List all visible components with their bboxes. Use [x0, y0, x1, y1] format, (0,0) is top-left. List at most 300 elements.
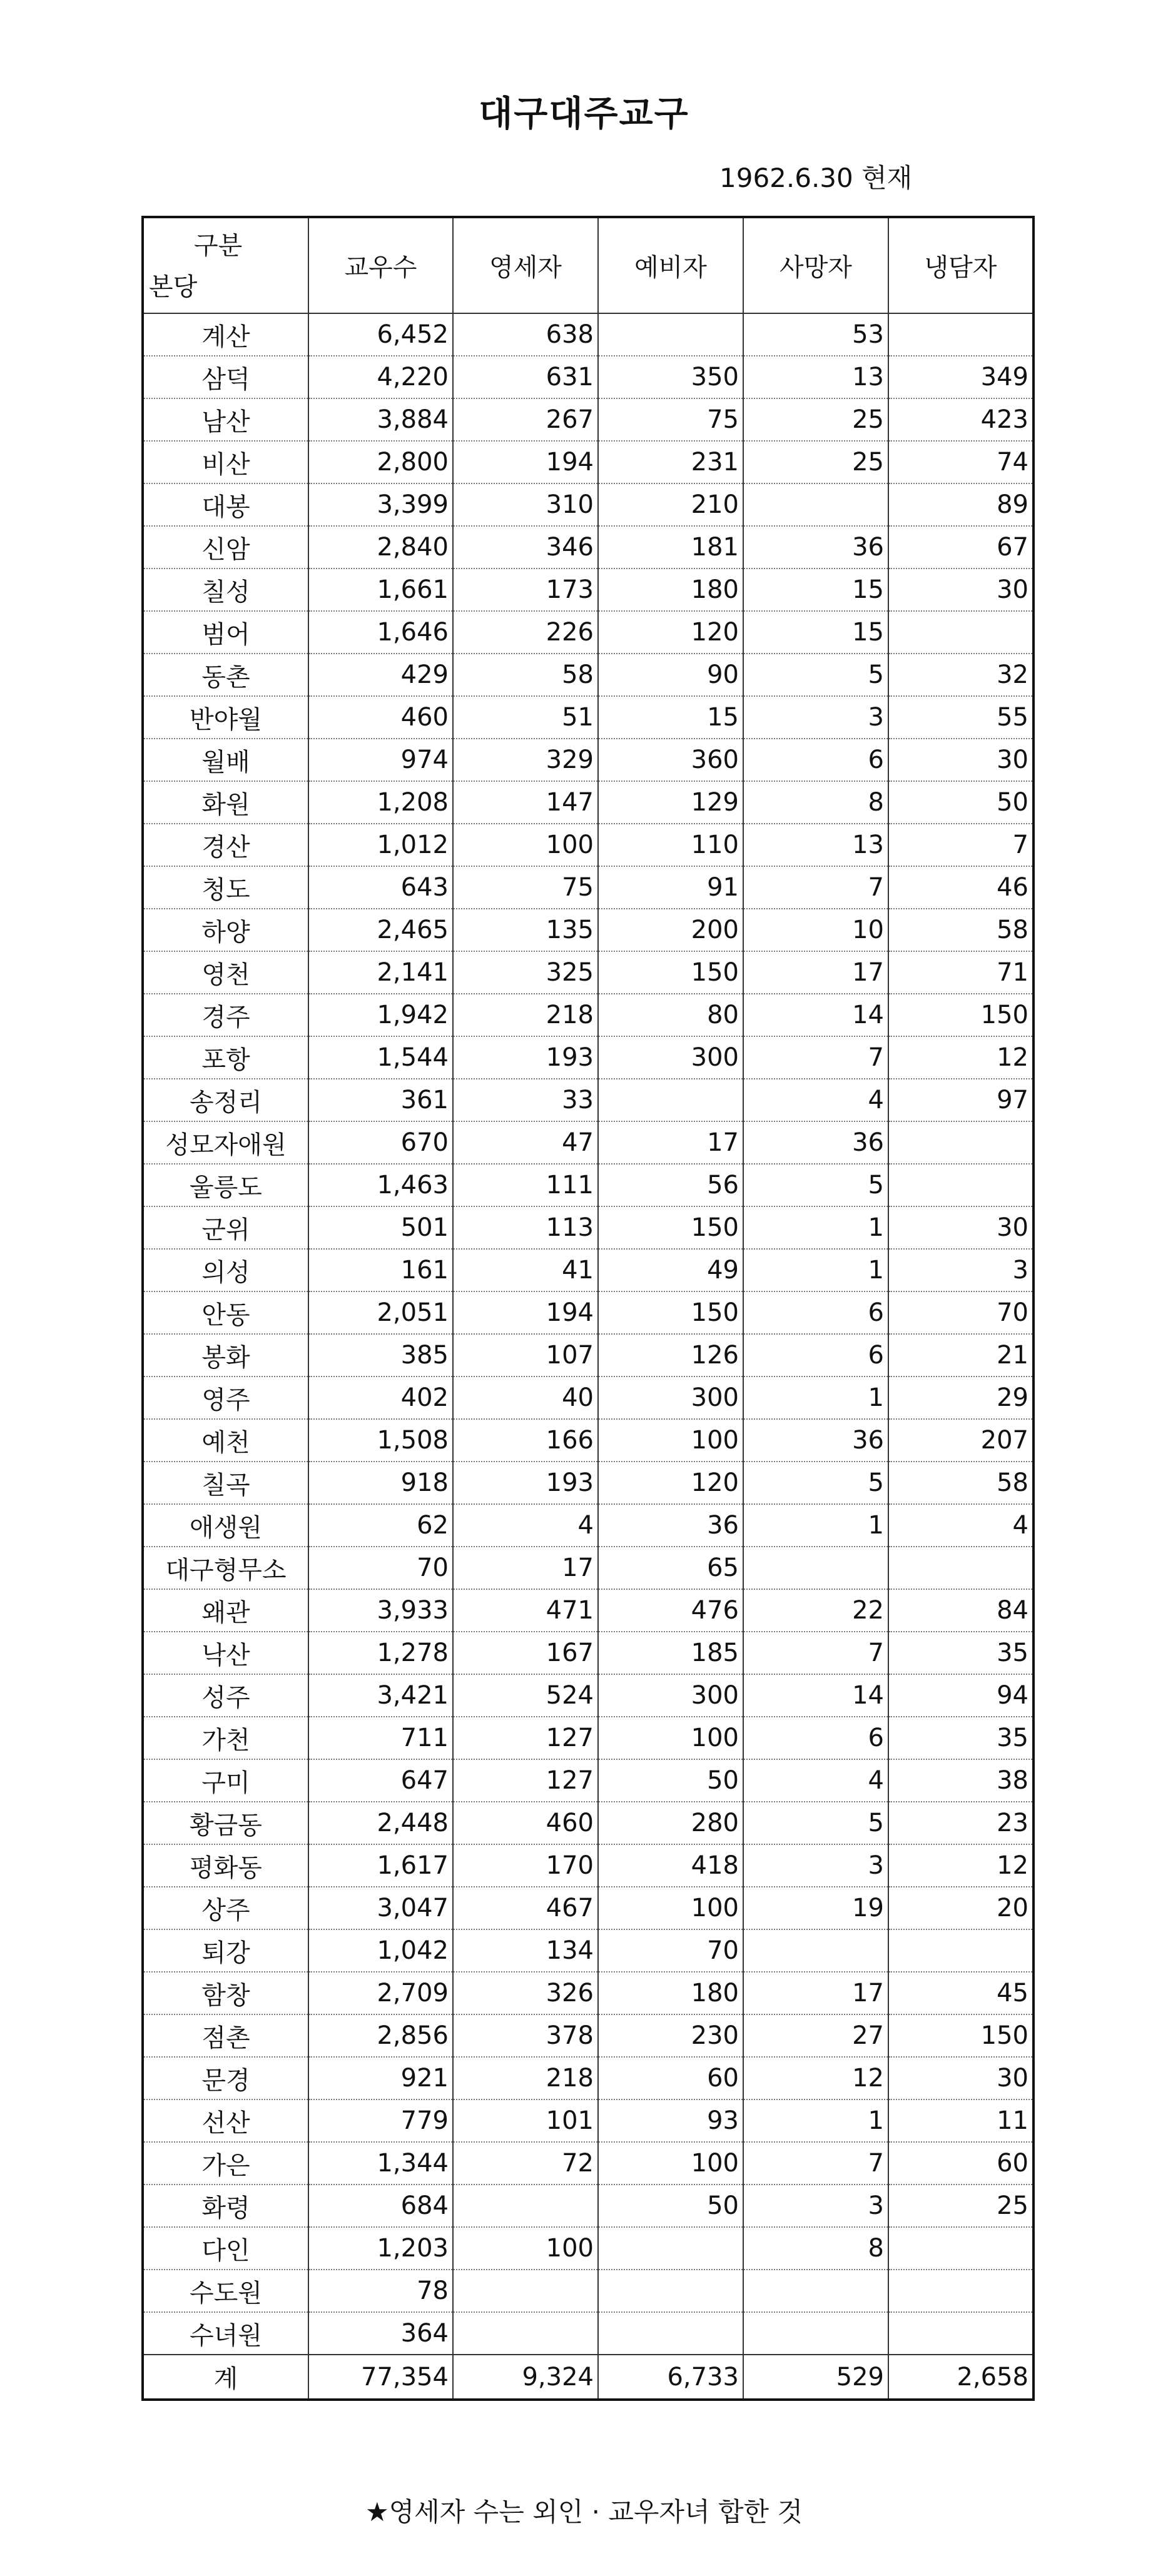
baptized-cell: 127: [453, 1717, 598, 1759]
table-row: [143, 1929, 1033, 1972]
baptized-cell: 524: [453, 1674, 598, 1717]
deceased-cell: 4: [743, 1759, 888, 1802]
deceased-cell: 17: [743, 1972, 888, 2014]
deceased-cell: 7: [743, 2142, 888, 2185]
lapsed-cell: 30: [888, 2057, 1033, 2099]
catechumens-cell: 230: [598, 2014, 743, 2057]
parish-statistics-table: [141, 216, 1035, 2401]
deceased-cell: 1: [743, 1206, 888, 1249]
baptized-cell: 75: [453, 866, 598, 909]
column-header-catechumens: 예비자: [598, 217, 743, 313]
believers-cell: 501: [308, 1206, 453, 1249]
believers-cell: 402: [308, 1376, 453, 1419]
believers-cell: 4,220: [308, 356, 453, 398]
table-row: [143, 1802, 1033, 1844]
total-baptized: 9,324: [453, 2355, 598, 2400]
catechumens-cell: [598, 2312, 743, 2355]
believers-cell: 78: [308, 2270, 453, 2312]
parish-name-cell: 경주: [143, 994, 308, 1036]
baptized-cell: 326: [453, 1972, 598, 2014]
deceased-cell: 8: [743, 2227, 888, 2270]
parish-name-cell: 수도원: [143, 2270, 308, 2312]
believers-cell: 711: [308, 1717, 453, 1759]
deceased-cell: 1: [743, 2099, 888, 2142]
lapsed-cell: 50: [888, 781, 1033, 824]
lapsed-cell: 25: [888, 2185, 1033, 2227]
parish-name-cell: 비산: [143, 441, 308, 483]
believers-cell: 2,448: [308, 1802, 453, 1844]
deceased-cell: [743, 483, 888, 526]
catechumens-cell: 17: [598, 1121, 743, 1164]
believers-cell: 1,208: [308, 781, 453, 824]
catechumens-cell: 91: [598, 866, 743, 909]
catechumens-cell: 180: [598, 568, 743, 611]
believers-cell: 2,465: [308, 909, 453, 951]
parish-name-cell: 점촌: [143, 2014, 308, 2057]
table-row: [143, 1887, 1033, 1929]
catechumens-cell: 120: [598, 611, 743, 654]
parish-name-cell: 다인: [143, 2227, 308, 2270]
baptized-cell: 325: [453, 951, 598, 994]
total-deceased: 529: [743, 2355, 888, 2400]
corner-label-category: 구분: [194, 231, 243, 260]
deceased-cell: 3: [743, 1844, 888, 1887]
believers-cell: 385: [308, 1334, 453, 1376]
baptized-cell: 33: [453, 1079, 598, 1121]
parish-name-cell: 월배: [143, 739, 308, 781]
catechumens-cell: 100: [598, 2142, 743, 2185]
catechumens-cell: [598, 313, 743, 356]
baptized-cell: 471: [453, 1589, 598, 1632]
table-row: [143, 2270, 1033, 2312]
lapsed-cell: 30: [888, 1206, 1033, 1249]
lapsed-cell: 20: [888, 1887, 1033, 1929]
baptized-cell: 111: [453, 1164, 598, 1206]
table-row: [143, 739, 1033, 781]
believers-cell: 1,544: [308, 1036, 453, 1079]
deceased-cell: 10: [743, 909, 888, 951]
table-row: [143, 951, 1033, 994]
catechumens-cell: 80: [598, 994, 743, 1036]
lapsed-cell: 71: [888, 951, 1033, 994]
deceased-cell: [743, 1929, 888, 1972]
deceased-cell: 27: [743, 2014, 888, 2057]
deceased-cell: 7: [743, 1632, 888, 1674]
lapsed-cell: 30: [888, 568, 1033, 611]
believers-cell: 1,508: [308, 1419, 453, 1462]
believers-cell: 1,042: [308, 1929, 453, 1972]
lapsed-cell: [888, 1121, 1033, 1164]
baptized-cell: 631: [453, 356, 598, 398]
believers-cell: 161: [308, 1249, 453, 1291]
column-header-believers: 교우수: [308, 217, 453, 313]
catechumens-cell: 129: [598, 781, 743, 824]
baptized-cell: 218: [453, 994, 598, 1036]
lapsed-cell: 97: [888, 1079, 1033, 1121]
believers-cell: 2,141: [308, 951, 453, 994]
deceased-cell: 7: [743, 866, 888, 909]
table-row: [143, 2142, 1033, 2185]
lapsed-cell: 12: [888, 1844, 1033, 1887]
header-row: [143, 217, 1033, 313]
table-row: [143, 2099, 1033, 2142]
parish-name-cell: 왜관: [143, 1589, 308, 1632]
believers-cell: 921: [308, 2057, 453, 2099]
deceased-cell: 25: [743, 441, 888, 483]
baptized-cell: 170: [453, 1844, 598, 1887]
parish-name-cell: 봉화: [143, 1334, 308, 1376]
believers-cell: 62: [308, 1504, 453, 1547]
deceased-cell: 15: [743, 568, 888, 611]
baptized-cell: 166: [453, 1419, 598, 1462]
parish-name-cell: 안동: [143, 1291, 308, 1334]
catechumens-cell: 150: [598, 1206, 743, 1249]
believers-cell: 1,661: [308, 568, 453, 611]
baptized-cell: 193: [453, 1462, 598, 1504]
parish-name-cell: 성주: [143, 1674, 308, 1717]
lapsed-cell: [888, 313, 1033, 356]
table-row: [143, 824, 1033, 866]
parish-name-cell: 황금동: [143, 1802, 308, 1844]
lapsed-cell: 58: [888, 1462, 1033, 1504]
catechumens-cell: 150: [598, 951, 743, 994]
baptized-cell: 72: [453, 2142, 598, 2185]
deceased-cell: 53: [743, 313, 888, 356]
lapsed-cell: 55: [888, 696, 1033, 739]
parish-name-cell: 수녀원: [143, 2312, 308, 2355]
baptized-cell: 329: [453, 739, 598, 781]
baptized-cell: 193: [453, 1036, 598, 1079]
catechumens-cell: 150: [598, 1291, 743, 1334]
table-row: [143, 1376, 1033, 1419]
believers-cell: 3,421: [308, 1674, 453, 1717]
believers-cell: 3,884: [308, 398, 453, 441]
catechumens-cell: 56: [598, 1164, 743, 1206]
table-row: [143, 1547, 1033, 1589]
parish-name-cell: 상주: [143, 1887, 308, 1929]
parish-name-cell: 남산: [143, 398, 308, 441]
believers-cell: 70: [308, 1547, 453, 1589]
believers-cell: 2,709: [308, 1972, 453, 2014]
column-header-lapsed: 냉담자: [888, 217, 1033, 313]
parish-name-cell: 영주: [143, 1376, 308, 1419]
lapsed-cell: 38: [888, 1759, 1033, 1802]
believers-cell: 643: [308, 866, 453, 909]
table-row: [143, 1079, 1033, 1121]
baptized-cell: 113: [453, 1206, 598, 1249]
catechumens-cell: 50: [598, 1759, 743, 1802]
lapsed-cell: 21: [888, 1334, 1033, 1376]
believers-cell: 1,012: [308, 824, 453, 866]
table-row: [143, 483, 1033, 526]
table-row: [143, 994, 1033, 1036]
lapsed-cell: 45: [888, 1972, 1033, 2014]
parish-name-cell: 하양: [143, 909, 308, 951]
catechumens-cell: 418: [598, 1844, 743, 1887]
catechumens-cell: 476: [598, 1589, 743, 1632]
believers-cell: 974: [308, 739, 453, 781]
lapsed-cell: 35: [888, 1717, 1033, 1759]
deceased-cell: 6: [743, 739, 888, 781]
baptized-cell: 134: [453, 1929, 598, 1972]
table-row: [143, 2014, 1033, 2057]
baptized-cell: 467: [453, 1887, 598, 1929]
deceased-cell: 3: [743, 2185, 888, 2227]
deceased-cell: 25: [743, 398, 888, 441]
parish-name-cell: 가천: [143, 1717, 308, 1759]
column-header-baptized: 영세자: [453, 217, 598, 313]
table-body: [143, 313, 1033, 2355]
deceased-cell: 36: [743, 526, 888, 568]
parish-name-cell: 예천: [143, 1419, 308, 1462]
deceased-cell: 1: [743, 1376, 888, 1419]
deceased-cell: 13: [743, 824, 888, 866]
catechumens-cell: 185: [598, 1632, 743, 1674]
baptized-cell: 147: [453, 781, 598, 824]
lapsed-cell: 349: [888, 356, 1033, 398]
date-line: 1962.6.30 현재: [719, 163, 913, 193]
catechumens-cell: 15: [598, 696, 743, 739]
catechumens-cell: 300: [598, 1376, 743, 1419]
catechumens-cell: 65: [598, 1547, 743, 1589]
table-row: [143, 2185, 1033, 2227]
deceased-cell: [743, 1547, 888, 1589]
deceased-cell: [743, 2270, 888, 2312]
table-row: [143, 2312, 1033, 2355]
baptized-cell: 167: [453, 1632, 598, 1674]
table-row: [143, 1589, 1033, 1632]
deceased-cell: 6: [743, 1717, 888, 1759]
believers-cell: 460: [308, 696, 453, 739]
parish-name-cell: 칠곡: [143, 1462, 308, 1504]
baptized-cell: 100: [453, 2227, 598, 2270]
deceased-cell: 5: [743, 654, 888, 696]
catechumens-cell: 60: [598, 2057, 743, 2099]
deceased-cell: 6: [743, 1334, 888, 1376]
believers-cell: 3,933: [308, 1589, 453, 1632]
baptized-cell: 100: [453, 824, 598, 866]
parish-name-cell: 의성: [143, 1249, 308, 1291]
lapsed-cell: [888, 611, 1033, 654]
parish-name-cell: 선산: [143, 2099, 308, 2142]
baptized-cell: 101: [453, 2099, 598, 2142]
lapsed-cell: 4: [888, 1504, 1033, 1547]
deceased-cell: 7: [743, 1036, 888, 1079]
table-row: [143, 526, 1033, 568]
deceased-cell: 5: [743, 1164, 888, 1206]
catechumens-cell: 300: [598, 1674, 743, 1717]
believers-cell: 2,856: [308, 2014, 453, 2057]
believers-cell: 779: [308, 2099, 453, 2142]
deceased-cell: 17: [743, 951, 888, 994]
believers-cell: 1,646: [308, 611, 453, 654]
parish-name-cell: 영천: [143, 951, 308, 994]
lapsed-cell: 29: [888, 1376, 1033, 1419]
catechumens-cell: 100: [598, 1419, 743, 1462]
parish-name-cell: 신암: [143, 526, 308, 568]
catechumens-cell: 49: [598, 1249, 743, 1291]
lapsed-cell: [888, 1164, 1033, 1206]
catechumens-cell: 120: [598, 1462, 743, 1504]
table-row: [143, 568, 1033, 611]
catechumens-cell: 180: [598, 1972, 743, 2014]
parish-name-cell: 퇴강: [143, 1929, 308, 1972]
parish-name-cell: 청도: [143, 866, 308, 909]
catechumens-cell: 90: [598, 654, 743, 696]
table-row: [143, 1972, 1033, 2014]
table-row: [143, 1164, 1033, 1206]
table-row: [143, 398, 1033, 441]
parish-name-cell: 반야월: [143, 696, 308, 739]
table-row: [143, 1759, 1033, 1802]
believers-cell: 361: [308, 1079, 453, 1121]
catechumens-cell: 126: [598, 1334, 743, 1376]
deceased-cell: 12: [743, 2057, 888, 2099]
lapsed-cell: [888, 2227, 1033, 2270]
table-row: [143, 611, 1033, 654]
parish-name-cell: 화령: [143, 2185, 308, 2227]
parish-name-cell: 포항: [143, 1036, 308, 1079]
parish-name-cell: 평화동: [143, 1844, 308, 1887]
table-row: [143, 1249, 1033, 1291]
parish-name-cell: 문경: [143, 2057, 308, 2099]
deceased-cell: 14: [743, 1674, 888, 1717]
parish-name-cell: 가은: [143, 2142, 308, 2185]
believers-cell: 2,051: [308, 1291, 453, 1334]
parish-name-cell: 구미: [143, 1759, 308, 1802]
baptized-cell: 226: [453, 611, 598, 654]
deceased-cell: 6: [743, 1291, 888, 1334]
believers-cell: 670: [308, 1121, 453, 1164]
table-row: [143, 1504, 1033, 1547]
table-row: [143, 1717, 1033, 1759]
catechumens-cell: 210: [598, 483, 743, 526]
believers-cell: 429: [308, 654, 453, 696]
table-row: [143, 866, 1033, 909]
table-row: [143, 1121, 1033, 1164]
table-row: [143, 1419, 1033, 1462]
baptized-cell: 638: [453, 313, 598, 356]
lapsed-cell: 150: [888, 2014, 1033, 2057]
catechumens-cell: 36: [598, 1504, 743, 1547]
baptized-cell: 218: [453, 2057, 598, 2099]
table-row: [143, 781, 1033, 824]
catechumens-cell: [598, 2227, 743, 2270]
catechumens-cell: 300: [598, 1036, 743, 1079]
lapsed-cell: 67: [888, 526, 1033, 568]
believers-cell: 684: [308, 2185, 453, 2227]
table-row: [143, 1844, 1033, 1887]
baptized-cell: 135: [453, 909, 598, 951]
deceased-cell: 1: [743, 1249, 888, 1291]
table-row: [143, 909, 1033, 951]
lapsed-cell: 60: [888, 2142, 1033, 2185]
deceased-cell: 13: [743, 356, 888, 398]
deceased-cell: 36: [743, 1121, 888, 1164]
lapsed-cell: 74: [888, 441, 1033, 483]
catechumens-cell: 50: [598, 2185, 743, 2227]
deceased-cell: 5: [743, 1802, 888, 1844]
table-row: [143, 2227, 1033, 2270]
parish-name-cell: 애생원: [143, 1504, 308, 1547]
deceased-cell: 19: [743, 1887, 888, 1929]
parish-name-cell: 계산: [143, 313, 308, 356]
deceased-cell: 4: [743, 1079, 888, 1121]
catechumens-cell: 70: [598, 1929, 743, 1972]
baptized-cell: 4: [453, 1504, 598, 1547]
parish-name-cell: 함창: [143, 1972, 308, 2014]
catechumens-cell: 100: [598, 1887, 743, 1929]
deceased-cell: 22: [743, 1589, 888, 1632]
deceased-cell: 3: [743, 696, 888, 739]
parish-name-cell: 송정리: [143, 1079, 308, 1121]
table-row: [143, 696, 1033, 739]
baptized-cell: [453, 2185, 598, 2227]
believers-cell: 918: [308, 1462, 453, 1504]
parish-name-cell: 대구형무소: [143, 1547, 308, 1589]
believers-cell: 3,399: [308, 483, 453, 526]
table-row: [143, 1632, 1033, 1674]
catechumens-cell: 280: [598, 1802, 743, 1844]
parish-name-cell: 삼덕: [143, 356, 308, 398]
lapsed-cell: 3: [888, 1249, 1033, 1291]
lapsed-cell: 94: [888, 1674, 1033, 1717]
lapsed-cell: [888, 1929, 1033, 1972]
parish-name-cell: 군위: [143, 1206, 308, 1249]
column-header-deceased: 사망자: [743, 217, 888, 313]
believers-cell: 1,278: [308, 1632, 453, 1674]
lapsed-cell: 423: [888, 398, 1033, 441]
total-believers: 77,354: [308, 2355, 453, 2400]
believers-cell: 1,617: [308, 1844, 453, 1887]
baptized-cell: 107: [453, 1334, 598, 1376]
parish-name-cell: 화원: [143, 781, 308, 824]
lapsed-cell: [888, 2312, 1033, 2355]
baptized-cell: 58: [453, 654, 598, 696]
corner-label-parish: 본당: [149, 273, 198, 301]
lapsed-cell: 207: [888, 1419, 1033, 1462]
believers-cell: 1,942: [308, 994, 453, 1036]
parish-name-cell: 울릉도: [143, 1164, 308, 1206]
lapsed-cell: 32: [888, 654, 1033, 696]
catechumens-cell: 360: [598, 739, 743, 781]
lapsed-cell: 12: [888, 1036, 1033, 1079]
believers-cell: 364: [308, 2312, 453, 2355]
parish-name-cell: 성모자애원: [143, 1121, 308, 1164]
lapsed-cell: 150: [888, 994, 1033, 1036]
total-row: [143, 2355, 1033, 2400]
parish-name-cell: 범어: [143, 611, 308, 654]
catechumens-cell: 350: [598, 356, 743, 398]
corner-header: [143, 217, 308, 313]
deceased-cell: 15: [743, 611, 888, 654]
total-label: 계: [143, 2355, 308, 2400]
deceased-cell: [743, 2312, 888, 2355]
catechumens-cell: [598, 2270, 743, 2312]
lapsed-cell: [888, 2270, 1033, 2312]
believers-cell: 2,840: [308, 526, 453, 568]
deceased-cell: 14: [743, 994, 888, 1036]
lapsed-cell: 11: [888, 2099, 1033, 2142]
baptized-cell: 173: [453, 568, 598, 611]
lapsed-cell: 35: [888, 1632, 1033, 1674]
catechumens-cell: 110: [598, 824, 743, 866]
table-row: [143, 1206, 1033, 1249]
lapsed-cell: 84: [888, 1589, 1033, 1632]
table-row: [143, 441, 1033, 483]
believers-cell: 1,344: [308, 2142, 453, 2185]
table-row: [143, 1334, 1033, 1376]
